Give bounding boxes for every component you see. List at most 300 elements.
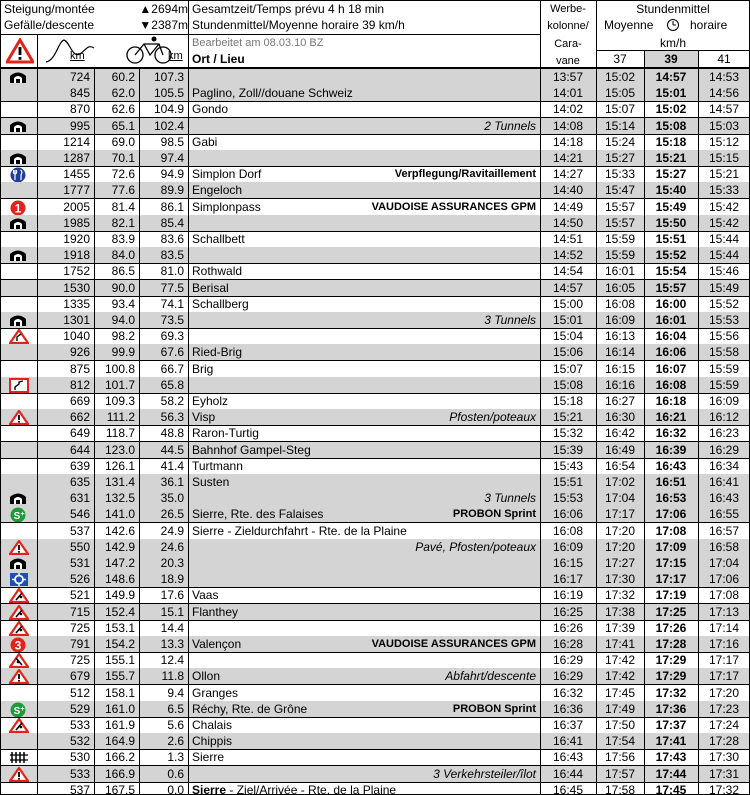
time-41-cell: 15:49 (708, 280, 740, 295)
km-remaining-cell: 35.0 (160, 491, 184, 506)
tunnel-icon (9, 491, 27, 505)
km-done-cell: 111.2 (106, 410, 135, 425)
km-remaining-cell: 13.3 (160, 637, 184, 651)
warning-icon (9, 767, 27, 781)
remark-cell: 3 Verkehrsteiler/îlot (433, 766, 536, 781)
km-done-cell: 101.7 (104, 377, 135, 392)
time-37-cell: 16:16 (604, 377, 636, 392)
time-37-cell: 17:17 (604, 507, 636, 522)
km-remaining-cell: 94.9 (160, 167, 184, 182)
altitude-cell: 1777 (63, 183, 90, 198)
altitude-cell: 845 (69, 86, 90, 101)
table-row (0, 134, 750, 150)
place-cell: Sierre - Ziel/Arrivée - Rte. de la Plaine (192, 782, 397, 795)
time-41-cell: 16:43 (708, 491, 740, 506)
time-39-cell: 17:28 (655, 637, 687, 651)
place-cell: Brig (192, 361, 214, 376)
caravan-time-cell: 15:04 (552, 329, 584, 344)
km-done-cell: 155.7 (104, 669, 135, 684)
altitude-cell: 669 (69, 394, 90, 408)
caravan-time-cell: 16:26 (552, 620, 584, 635)
altitude-cell: 725 (69, 653, 90, 668)
km-label-2: km (168, 50, 183, 62)
time-39-cell: 15:21 (655, 151, 687, 165)
caravan-time-cell: 16:45 (552, 782, 584, 795)
clock-icon (666, 18, 680, 32)
time-41-cell: 15:42 (708, 199, 740, 214)
caravan-time-cell: 14:40 (552, 183, 584, 198)
km-done-cell: 118.7 (105, 426, 135, 441)
double-curve-icon (9, 378, 27, 392)
time-39-cell: 16:06 (655, 345, 687, 360)
km-remaining-cell: 73.5 (160, 313, 184, 327)
tunnel-icon (9, 556, 27, 570)
time-39-cell: 16:18 (655, 394, 687, 408)
time-39-cell: 17:06 (655, 507, 687, 522)
time-37-cell: 17:49 (604, 701, 636, 716)
altitude-cell: 639 (69, 458, 90, 473)
kmh-header: km/h (659, 36, 686, 50)
km-remaining-cell: 18.9 (160, 572, 184, 587)
km-done-cell: 153.1 (104, 620, 135, 635)
table-row (0, 280, 750, 296)
table-row (0, 425, 750, 441)
time-39-cell: 16:53 (655, 491, 687, 506)
time-41-cell: 17:23 (708, 701, 740, 716)
time-41-cell: 14:56 (708, 86, 740, 101)
speed-37-header: 37 (613, 52, 627, 66)
table-row (0, 587, 750, 603)
altitude-cell: 1752 (63, 264, 90, 279)
place-cell: Gondo (192, 102, 229, 117)
km-done-cell: 155.1 (104, 653, 135, 668)
place-cell: Réchy, Rte. de Grône (192, 701, 308, 716)
altitude-cell: 812 (69, 377, 90, 392)
time-39-cell: 17:15 (655, 556, 687, 570)
altitude-cell: 724 (69, 70, 90, 84)
km-done-cell: 65.1 (111, 118, 135, 133)
time-41-cell: 15:56 (708, 329, 740, 344)
time-41-cell: 17:30 (708, 750, 740, 765)
km-remaining-cell: 1.3 (167, 750, 184, 765)
time-39-cell: 15:52 (655, 248, 687, 263)
km-done-cell: 158.1 (104, 685, 135, 700)
time-41-cell: 14:57 (708, 102, 740, 117)
time-41-cell: 15:03 (708, 118, 740, 133)
time-41-cell: 16:57 (708, 523, 740, 538)
place-cell: Flanthey (192, 604, 239, 619)
time-41-cell: 17:28 (708, 734, 740, 749)
time-37-cell: 17:39 (604, 620, 636, 635)
time-41-cell: 17:04 (708, 556, 740, 570)
km-done-cell: 109.3 (104, 394, 135, 408)
km-remaining-cell: 44.5 (160, 442, 184, 457)
time-41-cell: 17:16 (708, 637, 740, 651)
km-done-cell: 77.6 (111, 183, 135, 198)
time-39-cell: 17:17 (655, 572, 687, 587)
time-37-cell: 16:30 (604, 410, 636, 425)
time-37-cell: 17:50 (604, 718, 636, 732)
warning-icon (9, 410, 27, 424)
km-remaining-cell: 26.5 (160, 507, 184, 522)
table-row (0, 69, 750, 85)
time-37-cell: 17:20 (604, 539, 636, 554)
km-remaining-cell: 85.4 (160, 215, 184, 230)
altitude-cell: 512 (69, 685, 90, 700)
time-39-cell: 17:29 (655, 669, 687, 684)
table-row (0, 118, 750, 134)
remark-cell: 2 Tunnels (484, 118, 536, 133)
caravan-time-cell: 16:43 (552, 750, 584, 765)
km-done-cell: 166.2 (104, 750, 135, 765)
time-39-cell: 17:09 (655, 539, 687, 554)
caravan-time-cell: 14:08 (552, 118, 584, 133)
km-done-cell: 164.9 (104, 734, 135, 749)
time-41-cell: 15:44 (708, 248, 740, 263)
km-remaining-cell: 2.6 (167, 734, 184, 749)
time-39-cell: 16:01 (655, 313, 687, 327)
km-done-cell: 81.4 (111, 199, 135, 214)
time-41-cell: 16:34 (708, 458, 740, 473)
time-41-cell: 14:53 (708, 70, 740, 84)
caravan-time-cell: 15:43 (552, 458, 584, 473)
time-37-cell: 15:33 (604, 167, 636, 182)
time-41-cell: 15:15 (708, 151, 740, 165)
remark-cell: Abfahrt/descente (445, 669, 536, 684)
km-remaining-cell: 48.8 (160, 426, 184, 441)
km-remaining-cell: 15.1 (160, 604, 184, 619)
caravan-time-cell: 16:29 (552, 669, 584, 684)
svg-text:1: 1 (14, 201, 22, 216)
place-suffix: - Ziel/Arrivée - Rte. de la Plaine (226, 782, 397, 795)
km-remaining-cell: 104.9 (153, 102, 184, 117)
km-done-cell: 82.1 (111, 215, 135, 230)
km-remaining-cell: 5.6 (167, 718, 184, 732)
km-done-cell: 93.4 (111, 296, 135, 311)
time-39-cell: 15:01 (655, 86, 687, 101)
km-done-cell: 126.1 (104, 458, 135, 473)
caravan-time-cell: 16:41 (552, 734, 584, 749)
time-41-cell: 16:29 (708, 442, 740, 457)
place-cell: Chalais (192, 718, 233, 732)
altitude-cell: 1530 (63, 280, 90, 295)
altitude-cell: 533 (69, 766, 90, 781)
svg-text:S: S (13, 511, 21, 523)
time-39-cell: 15:49 (655, 199, 687, 214)
caravan-time-cell: 14:57 (552, 280, 584, 295)
caravan-time-cell: 15:51 (552, 475, 584, 489)
caravan-time-cell: 14:27 (552, 167, 584, 182)
km-done-cell: 100.8 (104, 361, 135, 376)
km-done-cell: 147.2 (104, 556, 135, 570)
table-row (0, 717, 750, 733)
altitude-cell: 715 (69, 604, 90, 619)
time-37-cell: 15:59 (604, 248, 636, 263)
svg-text:3: 3 (14, 638, 22, 653)
time-39-cell: 15:50 (655, 215, 687, 230)
caravan-time-cell: 16:32 (552, 685, 584, 700)
altitude-cell: 1918 (63, 248, 90, 263)
table-row (0, 701, 750, 717)
table-row (0, 458, 750, 474)
time-39-cell: 15:57 (655, 280, 687, 295)
time-39-cell: 16:00 (655, 296, 687, 311)
time-39-cell: 16:39 (655, 442, 687, 457)
altitude-cell: 1335 (63, 296, 90, 311)
km-remaining-cell: 65.8 (160, 377, 184, 392)
sprint-icon (9, 507, 27, 521)
time-41-cell: 15:59 (708, 377, 740, 392)
km-remaining-cell: 86.1 (160, 199, 184, 214)
caravan-header-1: Werbe- (550, 3, 586, 15)
caravan-time-cell: 15:06 (552, 345, 584, 360)
km-done-cell: 167.5 (104, 782, 135, 795)
altitude-cell: 550 (69, 539, 90, 554)
table-row (0, 506, 750, 522)
time-37-cell: 17:58 (604, 782, 636, 795)
caravan-time-cell: 16:36 (552, 701, 584, 716)
km-done-cell: 148.6 (104, 572, 135, 587)
tunnel-icon (9, 313, 27, 327)
table-row (0, 328, 750, 344)
km-remaining-cell: 0.0 (167, 782, 184, 795)
km-remaining-cell: 20.3 (160, 556, 184, 570)
time-41-cell: 16:12 (708, 410, 740, 425)
time-41-cell: 15:33 (708, 183, 740, 198)
tunnel-icon (9, 248, 27, 262)
altitude-cell: 649 (69, 426, 90, 441)
place-cell: Paglino, Zoll//douane Schweiz (192, 86, 353, 101)
table-row (0, 199, 750, 215)
table-row (0, 409, 750, 425)
km-done-cell: 94.0 (111, 313, 135, 327)
altitude-cell: 662 (69, 410, 90, 425)
caravan-time-cell: 16:19 (552, 588, 584, 603)
stundenmittel-header: Stundenmittel (636, 2, 710, 16)
time-39-cell: 15:54 (655, 264, 687, 279)
table-row (0, 85, 750, 101)
caravan-time-cell: 16:37 (552, 718, 584, 732)
km-remaining-cell: 6.5 (167, 701, 184, 716)
table-row (0, 247, 750, 263)
place-cell: Gabi (192, 134, 218, 149)
km-remaining-cell: 58.2 (160, 394, 184, 408)
altitude-cell: 537 (69, 523, 90, 538)
time-41-cell: 17:13 (708, 604, 740, 619)
time-37-cell: 16:42 (604, 426, 636, 441)
caravan-time-cell: 15:39 (552, 442, 584, 457)
caravan-time-cell: 16:15 (552, 556, 584, 570)
table-row (0, 263, 750, 279)
km-label-1: km (70, 50, 85, 62)
place-cell: Raron-Turtig (192, 426, 259, 441)
warning-header-icon (6, 38, 34, 64)
place-header: Ort / Lieu (192, 52, 245, 66)
km-remaining-cell: 105.5 (153, 86, 184, 101)
km-remaining-cell: 83.5 (160, 248, 184, 263)
table-row (0, 442, 750, 458)
table-row (0, 539, 750, 555)
speed-39-header: 39 (644, 51, 698, 67)
time-37-cell: 17:27 (604, 556, 636, 570)
table-row (0, 182, 750, 198)
rail-crossing-icon (9, 750, 27, 764)
remark-cell: VAUDOISE ASSURANCES GPM (371, 200, 536, 213)
caravan-time-cell: 15:18 (552, 394, 584, 408)
caravan-time-cell: 16:09 (552, 539, 584, 554)
altitude-cell: 791 (69, 637, 90, 651)
descent-warning-icon (9, 653, 27, 667)
time-41-cell: 16:58 (708, 539, 740, 554)
time-41-cell: 17:14 (708, 620, 740, 635)
altitude-cell: 725 (69, 620, 90, 635)
caravan-time-cell: 13:57 (552, 70, 584, 84)
time-39-cell: 15:27 (655, 167, 687, 182)
caravan-time-cell: 14:18 (552, 134, 584, 149)
remark-cell: Verpflegung/Ravitaillement (394, 168, 536, 181)
remark-cell: VAUDOISE ASSURANCES GPM (371, 638, 536, 650)
table-row (0, 523, 750, 539)
caravan-time-cell: 16:06 (552, 507, 584, 522)
km-remaining-cell: 24.9 (160, 523, 184, 538)
time-41-cell: 17:24 (708, 718, 740, 732)
caravan-time-cell: 14:50 (552, 215, 584, 230)
time-39-cell: 17:36 (655, 701, 687, 716)
time-41-cell: 15:53 (708, 313, 740, 327)
table-row (0, 344, 750, 360)
caravan-time-cell: 14:49 (552, 199, 584, 214)
altitude-cell: 529 (69, 701, 90, 716)
km-remaining-cell: 66.7 (160, 361, 184, 376)
caravan-time-cell: 16:08 (552, 523, 584, 538)
km-done-cell: 69.0 (111, 134, 135, 149)
tunnel-icon (9, 70, 27, 84)
table-row (0, 490, 750, 506)
altitude-cell: 526 (69, 572, 90, 587)
place-cell: Engeloch (192, 183, 243, 198)
time-39-cell: 17:37 (655, 718, 687, 732)
time-37-cell: 16:08 (604, 296, 636, 311)
time-37-cell: 17:04 (604, 491, 636, 506)
place-cell: Vaas (192, 588, 219, 603)
time-37-cell: 17:42 (604, 669, 636, 684)
caravan-time-cell: 15:01 (552, 313, 584, 327)
altitude-cell: 679 (69, 669, 90, 684)
altitude-cell: 531 (69, 556, 90, 570)
place-cell: Simplon Dorf (192, 167, 262, 182)
remark-cell: 3 Tunnels (484, 491, 536, 506)
table-row (0, 361, 750, 377)
table-row (0, 474, 750, 490)
time-39-cell: 17:44 (655, 766, 687, 781)
place-cell: Ollon (192, 669, 221, 684)
table-row (0, 685, 750, 701)
km-done-cell: 166.9 (104, 766, 135, 781)
km-done-cell: 123.0 (104, 442, 135, 457)
time-41-cell: 17:31 (708, 766, 740, 781)
altitude-cell: 530 (69, 750, 90, 765)
table-row (0, 733, 750, 749)
tunnel-icon (9, 119, 27, 133)
remark-cell: PROBON Sprint (452, 702, 536, 715)
km-done-cell: 86.5 (111, 264, 135, 279)
profile-icon (42, 36, 188, 66)
time-37-cell: 15:59 (604, 232, 636, 246)
altitude-cell: 1455 (63, 167, 90, 182)
table-row (0, 312, 750, 328)
feed-zone-icon (9, 167, 27, 181)
time-41-cell: 16:23 (708, 426, 740, 441)
altitude-cell: 546 (69, 507, 90, 522)
km-done-cell: 62.6 (111, 102, 135, 117)
km-done-cell: 149.9 (104, 588, 135, 603)
table-row (0, 652, 750, 668)
km-done-cell: 161.9 (104, 718, 135, 732)
time-37-cell: 15:14 (604, 118, 636, 133)
tunnel-icon (9, 216, 27, 230)
gpm-1-icon (9, 200, 27, 214)
curve-warning-icon (9, 329, 27, 343)
time-39-cell: 17:25 (655, 604, 687, 619)
km-remaining-cell: 102.4 (153, 118, 184, 133)
time-37-cell: 17:56 (604, 750, 636, 765)
table-row (0, 749, 750, 765)
place-cell: Ried-Brig (192, 345, 243, 360)
table-row (0, 296, 750, 312)
altitude-cell: 926 (69, 345, 90, 360)
place-cell: Valençon (192, 637, 242, 651)
table-row (0, 166, 750, 182)
time-41-cell: 17:32 (708, 782, 740, 795)
km-remaining-cell: 56.3 (160, 410, 184, 425)
remark-cell: PROBON Sprint (452, 508, 536, 521)
time-37-cell: 17:54 (604, 734, 636, 749)
km-done-cell: 152.4 (104, 604, 135, 619)
place-cell: Berisal (192, 280, 229, 295)
time-41-cell: 15:21 (708, 167, 740, 182)
time-37-cell: 15:24 (604, 134, 636, 149)
time-37-cell: 16:09 (604, 313, 636, 327)
place-cell: Sierre (192, 750, 225, 765)
caravan-time-cell: 14:51 (552, 232, 584, 246)
time-37-cell: 16:05 (604, 280, 636, 295)
km-done-cell: 154.2 (104, 637, 135, 651)
table-row (0, 636, 750, 652)
climb-warning-icon (9, 605, 27, 619)
time-37-cell: 15:02 (604, 70, 636, 84)
km-remaining-cell: 24.6 (160, 539, 184, 554)
place-cell: Sierre, Rte. des Falaises (192, 507, 324, 522)
time-39-cell: 16:51 (655, 475, 687, 489)
km-remaining-cell: 83.6 (160, 232, 184, 246)
altitude-cell: 2005 (63, 199, 90, 214)
time-41-cell: 17:17 (708, 669, 740, 684)
table-row (0, 393, 750, 409)
table-row (0, 620, 750, 636)
speed-41-header: 41 (717, 52, 731, 66)
time-41-cell: 15:59 (708, 361, 740, 376)
roundabout-icon (9, 572, 27, 586)
altitude-cell: 1920 (63, 232, 90, 246)
time-37-cell: 16:54 (604, 458, 636, 473)
time-37-cell: 16:27 (604, 394, 636, 408)
time-37-cell: 16:14 (604, 345, 636, 360)
moyenne-header: Moyenne (604, 18, 654, 32)
km-remaining-cell: 36.1 (160, 475, 184, 489)
time-41-cell: 15:12 (708, 134, 740, 149)
time-39-cell: 16:43 (655, 458, 687, 473)
remark-cell: 3 Tunnels (484, 313, 536, 327)
